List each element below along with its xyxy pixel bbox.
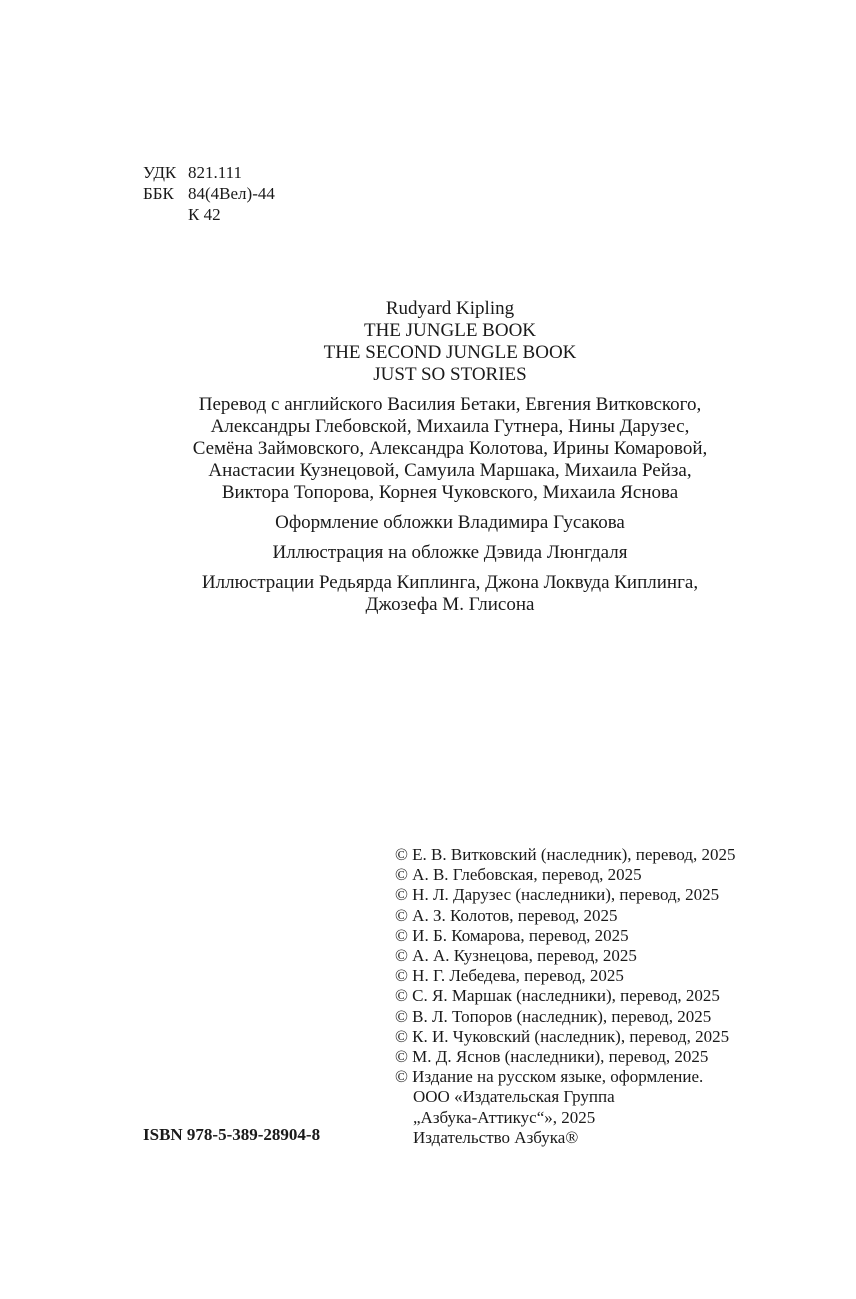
translators-line: Перевод с английского Василия Бетаки, Евгения Витковского,	[198, 394, 702, 415]
copyright-line: © А. А. Кузнецова, перевод, 2025	[395, 946, 637, 966]
original-title: JUST SO STORIES	[373, 364, 527, 385]
publisher-line: „Азбука-Аттикус“», 2025	[413, 1107, 596, 1127]
copyright-block	[395, 845, 736, 1148]
copyright-line: © Е. В. Витковский (наследник), перевод, 2025	[395, 845, 736, 864]
copyright-line: © Н. Г. Лебедева, перевод, 2025	[395, 966, 624, 986]
isbn: ISBN 978-5-389-28904-8	[143, 1125, 321, 1144]
bbk-label: ББК	[143, 184, 174, 203]
bbk-row	[143, 183, 275, 204]
author-mark-row	[143, 204, 275, 225]
cover-illustration-credit	[100, 542, 800, 564]
bbk-value: 84(4Вел)-44	[188, 184, 275, 203]
udk-row	[143, 162, 275, 183]
copyright-line: © А. В. Глебовская, перевод, 2025	[395, 865, 642, 885]
cover-illustration-line: Иллюстрация на обложке Дэвида Люнгдаля	[272, 542, 628, 563]
illustrations-line: Иллюстрации Редьярда Киплинга, Джона Локвуда Киплинга,	[201, 572, 699, 593]
cover-design-credit	[100, 512, 800, 534]
copyright-line: © С. Я. Маршак (наследники), перевод, 2025	[395, 986, 720, 1006]
copyright-line: © В. Л. Топоров (наследник), перевод, 2025	[395, 1006, 712, 1026]
illustrations-line: Джозефа М. Глисона	[365, 594, 535, 615]
author-name: Rudyard Kipling	[385, 298, 515, 319]
copyright-line: © М. Д. Яснов (наследники), перевод, 2025	[395, 1047, 709, 1067]
original-title: THE JUNGLE BOOK	[363, 320, 537, 341]
translators-credit	[100, 394, 800, 504]
publisher-line: ООО «Издательская Группа	[413, 1087, 615, 1107]
translators-line: Виктора Топорова, Корнея Чуковского, Михаила Яснова	[221, 482, 679, 503]
translators-line: Семёна Займовского, Александра Колотова, Ирины Комаровой,	[192, 438, 708, 459]
udk-value: 821.111	[188, 163, 242, 182]
author-mark: К 42	[188, 205, 221, 224]
cover-design-line: Оформление обложки Владимира Гусакова	[275, 512, 625, 533]
copyright-line: © Издание на русском языке, оформление.	[395, 1067, 704, 1087]
udk-label: УДК	[143, 163, 177, 182]
copyright-line: © И. Б. Комарова, перевод, 2025	[395, 925, 629, 945]
translators-line: Александры Глебовской, Михаила Гутнера, Нины Дарузес,	[210, 416, 690, 437]
publisher-line: Издательство Азбука®	[413, 1127, 579, 1147]
classification-block	[143, 162, 275, 225]
copyright-line: © К. И. Чуковский (наследник), перевод, 2025	[395, 1026, 730, 1046]
title-block	[100, 298, 800, 616]
original-title: THE SECOND JUNGLE BOOK	[323, 342, 577, 363]
copyright-line: © Н. Л. Дарузес (наследники), перевод, 2025	[395, 885, 720, 905]
copyright-line: © А. З. Колотов, перевод, 2025	[395, 905, 618, 925]
translators-line: Анастасии Кузнецовой, Самуила Маршака, Михаила Рейза,	[208, 460, 692, 481]
illustrations-credit	[100, 572, 800, 616]
